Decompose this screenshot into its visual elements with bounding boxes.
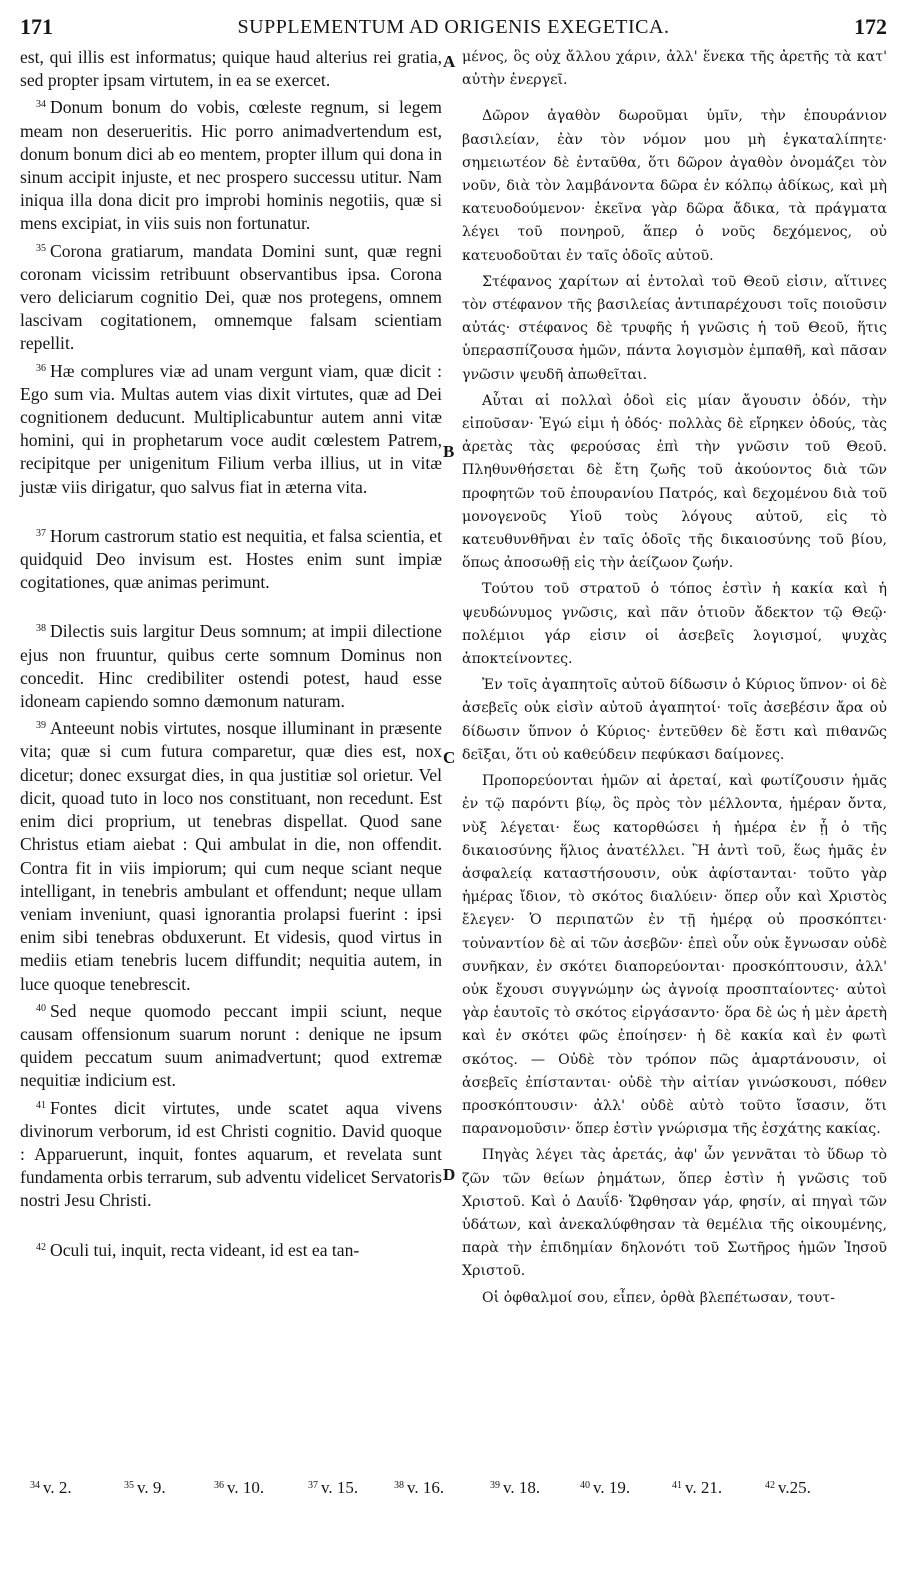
latin-paragraph: est, qui illis est informatus; quique haud alterius rei gratia, sed propter ipsam virtutem, in ea se exercet. xyxy=(20,47,442,91)
greek-paragraph: Δῶρον ἀγαθὸν δωροῦμαι ὑμῖν, τὴν ἐπουράνιον βασιλείαν, ἐὰν τὸν νόμον μου μὴ ἐγκαταλίπητε· σημειωτέον δὲ ἐνταῦθα, ὅτι δῶρον ἀγαθὸν ὀνομάζει τὸν νοῦν, διὰ τὸν λαμβάνοντα δῶρα ἐν κόλπῳ ἀδίκως, καὶ μὴ κατευοδούμενον· ἐκεῖνα γὰρ δῶρα ἄδικα, τὰ πράγματα λέγει τοῦ πονηροῦ, ἅπερ ὁ νοῦς δεχόμενος, οὐ κατευοδοῦται ἐν ταῖς ὁδοῖς αὐτοῦ. xyxy=(462,108,887,264)
margin-marker-a: A xyxy=(443,52,456,71)
latin-paragraph: $^{35}$ Corona gratiarum, mandata Domini sunt, quæ regni coronam vicissim retribuunt observantibus ipsa. Corona vero deliciarum cognitio Dei, quæ nos protegens, omnem lascivam cogitationem, omnemque falsam scientiam repellit. xyxy=(20,240,442,354)
footnote-ref: $^{35}$ v. 9. xyxy=(124,1478,166,1497)
footnote-ref: $^{41}$ v. 21. xyxy=(672,1478,723,1497)
footnote-marker: 41 xyxy=(36,1099,46,1111)
latin-paragraph: $^{37}$ Horum castrorum statio est nequitia, et falsa scientia, et quidquid Deo invisum est. Hostes enim sunt impiæ cogitationes, quæ animas perimunt. xyxy=(20,525,442,593)
footnote-ref: $^{42}$ v.25. xyxy=(765,1478,811,1497)
footnote-marker: 37 xyxy=(36,527,46,539)
margin-marker-d: D xyxy=(443,1165,456,1184)
footnote-marker: 34 xyxy=(36,99,46,111)
footnote-ref: $^{37}$ v. 15. xyxy=(308,1478,359,1497)
footnote-ref: $^{39}$ v. 18. xyxy=(490,1478,541,1497)
greek-paragraph: Ἐν τοῖς ἀγαπητοῖς αὐτοῦ δίδωσιν ὁ Κύριος ὕπνον· οἱ δὲ ἀσεβεῖς οὐκ εἰσὶν αὐτοῦ ἀγαπητοί· τοῖς ἀσεβέσιν ἄρα οὐ δίδωσιν ὕπνον ὁ Κύριος· ἐντεῦθεν δὲ ἔστι καὶ πιθανῶς δεῖξαι, ὅτι οὐ καθεύδειν πεφύκασι δαίμονες. xyxy=(462,677,887,763)
footnote-marker: 40 xyxy=(36,1002,46,1014)
running-title: SUPPLEMENTUM AD ORIGENIS EXEGETICA. xyxy=(237,16,670,38)
greek-paragraph: Αὗται αἱ πολλαὶ ὁδοὶ εἰς μίαν ἄγουσιν ὁδόν, τὴν εἰποῦσαν· Ἐγώ εἰμι ἡ ὁδός· πολλὰς δὲ εἴρηκεν ὁδούς, τὰς ἀρετὰς τὰς φερούσας ἐπὶ τὴν γνῶσιν τοῦ Θεοῦ. Πληθυνθήσεται δὲ ἔτη ζωῆς τοῦ ἀκούοντος διὰ τῶν προφητῶν τοῦ ἐπουρανίου Πατρός, καὶ δεχομένου διὰ τοῦ μονογενοῦς Υἱοῦ τοὺς λόγους αὐτοῦ, εἰς τὸ κατευθυνθῆναι ἐν ταῖς ὁδοῖς τῆς δικαιοσύνης τοῦ βίου, ὅπως ἀποσωθῇ εἰς τὴν ἀείζωον ζωήν. xyxy=(462,392,887,572)
footnote-marker: 36 xyxy=(36,362,46,374)
footnote-ref: $^{36}$ v. 10. xyxy=(214,1478,265,1497)
greek-paragraph: μένος, ὃς οὐχ ἄλλου χάριν, ἀλλ' ἕνεκα τῆς ἀρετῆς τὰ κατ' αὐτὴν ἐνεργεῖ. xyxy=(462,49,887,89)
footnote-marker: 35 xyxy=(36,242,46,254)
latin-column xyxy=(20,46,442,1263)
latin-paragraph: $^{34}$ Donum bonum do vobis, cœleste regnum, si legem meam non deserueritis. Hic porro animadvertendum est, donum bonum dici ab eo mentem, propter illum qui dona in sinum accipit injuste, et nec prospero successu utitur. Nam iniqua illa dona dicit pro improbi hominis negotiis, quæ si mens excipiat, in viis suis non fortunatur. xyxy=(20,97,442,234)
greek-paragraph: Πηγὰς λέγει τὰς ἀρετάς, ἀφ' ὧν γεννᾶται τὸ ὕδωρ τὸ ζῶν τῶν θείων ῥημάτων, ὅπερ ἐστὶν ἡ γνῶσις τοῦ Χριστοῦ. Καὶ ὁ Δαυΐδ· Ὤφθησαν γάρ, φησίν, αἱ πηγαὶ τῶν ὑδάτων, καὶ ἀνεκαλύφθησαν τὰ θεμέλια τῆς οἰκουμένης, παρὰ τὴν ἐπιδημίαν δηλονότι τοῦ Σωτῆρος ἡμῶν Ἰησοῦ Χριστοῦ. xyxy=(462,1147,887,1280)
footnote-marker: 38 xyxy=(36,623,46,635)
margin-marker-b: B xyxy=(443,442,455,461)
page-number-left: 171 xyxy=(20,14,53,39)
greek-paragraph: Στέφανος χαρίτων αἱ ἐντολαὶ τοῦ Θεοῦ εἰσιν, αἵτινες τὸν στέφανον τῆς βασιλείας ἀντιπαρέχουσι τοῖς ποιοῦσιν αὐτάς· στέφανος δὲ τρυφῆς ἡ γνῶσις ἡ τοῦ Θεοῦ, ἥτις ὑπερασπίζουσα ἡμῶν, πάντα λογισμὸν ἐμπαθῆ, καὶ πᾶσαν γνῶσιν ψευδῆ ἀπωθεῖται. xyxy=(462,273,887,383)
latin-paragraph: $^{38}$ Dilectis suis largitur Deus somnum; at impii dilectione ejus non fruuntur, quibus certe somnum Dominus non concedit. Hinc credibiliter ostendi potest, haud esse idoneam capiendo somno dæmonum naturam. xyxy=(20,621,442,712)
footnote-line xyxy=(20,1478,887,1506)
greek-paragraph: Οἱ ὀφθαλμοί σου, εἶπεν, ὀρθὰ βλεπέτωσαν, τουτ- xyxy=(482,1289,835,1306)
latin-paragraph: $^{42}$ Oculi tui, inquit, recta videant, id est ea tan- xyxy=(36,1239,360,1260)
latin-paragraph: $^{39}$ Anteeunt nobis virtutes, nosque illuminant in præsente vita; quæ si cum futura comparetur, quæ dies est, nox dicetur; donec exsurgat dies, in qua justitiæ sol orietur. Vel dicit, quoad tuto in loco nos constituant, non recedunt. Est enim dici proprium, ut tenebras dispellat. Quod sane Christus etiam aiebat : Qui ambulat in die, non offendit. Contra fit in viis impiorum; qui cum neque sciant neque intelligant, in tenebris ambulant et offendunt; neque ullam veniam inveniunt, quasi ignorantia prolapsi fuerint : ipsi enim sibi tenebras obduxerunt. Et videsis, quod virtus in mediis etiam tenebris lucem diffundit; nequitia autem, in luce quoque tenebrescit. xyxy=(20,718,442,994)
footnote-ref: $^{40}$ v. 19. xyxy=(580,1478,631,1497)
footnote-marker: 42 xyxy=(36,1241,46,1253)
latin-paragraph: $^{41}$ Fontes dicit virtutes, unde scatet aqua vivens divinorum verborum, id est Christi cognitio. David quoque : Apparuerunt, inquit, fontes aquarum, et revelata sunt fundamenta orbis terrarum, sub adventu videlicet Servatoris nostri Jesu Christi. xyxy=(20,1097,442,1211)
latin-paragraph: $^{40}$ Sed neque quomodo peccant impii sciunt, neque causam offensionum suarum norunt : denique ne ipsum quidem peccatum suum animadvertunt; quod extremæ nequitiæ indicium est. xyxy=(20,1000,442,1091)
greek-paragraph: Τούτου τοῦ στρατοῦ ὁ τόπος ἐστὶν ἡ κακία καὶ ἡ ψευδώνυμος γνῶσις, καὶ πᾶν ὁτιοῦν ἄδεκτον τῷ Θεῷ· πολέμιοι γάρ εἰσιν οἱ ἀσεβεῖς λογισμοί, ψυχὰς ἀποκτείνοντες. xyxy=(462,581,887,668)
footnote-ref: $^{34}$ v. 2. xyxy=(30,1478,72,1497)
footnote-ref: $^{38}$ v. 16. xyxy=(394,1478,445,1497)
latin-paragraph: $^{36}$ Hæ complures viæ ad unam vergunt viam, quæ dicit : Ego sum via. Multas autem vias dixit virtutes, quæ ad Dei cognitionem deducunt. Multiplicabuntur autem anni vitæ homini, qui in prophetarum voce audit cœlestem Patrem, recipitque per unigenitum Filium verba illius, ut in vitæ justæ viis dirigatur, quo salvus fiat in æterna vita. xyxy=(20,360,442,497)
greek-paragraph: Προπορεύονται ἡμῶν αἱ ἀρεταί, καὶ φωτίζουσιν ἡμᾶς ἐν τῷ παρόντι βίῳ, ὃς πρὸς τὸν μέλλοντα, ἡμέραν ὄντα, νὺξ λέγεται· ἕως κατορθώσει ἡ ἡμέρα ἐν ᾗ ὁ τῆς δικαιοσύνης ἥλιος ἀνατέλλει. Ἢ ἀντὶ τοῦ, ἕως ἡμᾶς ἐν ἀσφαλείᾳ καταστήσουσιν, οὐκ ἀφίστανται· τοῦτο γὰρ ἡμέρας ἴδιον, τὸ σκότος διαλύειν· ὅπερ οὖν καὶ Χριστὸς ἔλεγεν· Ὁ περιπατῶν ἐν τῇ ἡμέρᾳ οὐ προσκόπτει· τοὐναντίον δὲ αἱ τῶν ἀσεβῶν· ἐπεὶ οὖν οὐκ ἔγνωσαν οὐδὲ συνῆκαν, ἐν σκότει διαπορεύονται· προσκόπτουσιν, ἀλλ' οὐκ ἔχουσι συγγνώμην ὡς ἀγνοίᾳ προσπταίοντες· αὐτοὶ γὰρ ἑαυτοῖς τὸ σκότος εἰργάσαντο· ὅρα δὲ ὡς ἡ μὲν ἀρετὴ καὶ ἐν σκότει φῶς ἐποίησεν· ἡ δὲ κακία καὶ ἐν φωτὶ σκότος. — Οὐδὲ τὸν τρόπον πῶς ἁμαρτάνουσιν, οἱ ἀσεβεῖς ἐπίστανται· οὐδὲ τὴν αἰτίαν γινώσκουσι, πόθεν προσκόπτουσιν· ἀλλ' οὐδὲ αὐτὸ τοῦτο ἴσασιν, ὅτι παρανομοῦσιν· ὅπερ ἐστὶν γνώρισμα τῆς ἐσχάτης κακίας. xyxy=(462,773,887,1138)
footnote-marker: 39 xyxy=(36,720,46,732)
greek-column xyxy=(462,46,887,1313)
margin-marker-c: C xyxy=(443,748,456,767)
page-number-right: 172 xyxy=(854,14,887,39)
page-header xyxy=(20,14,887,42)
